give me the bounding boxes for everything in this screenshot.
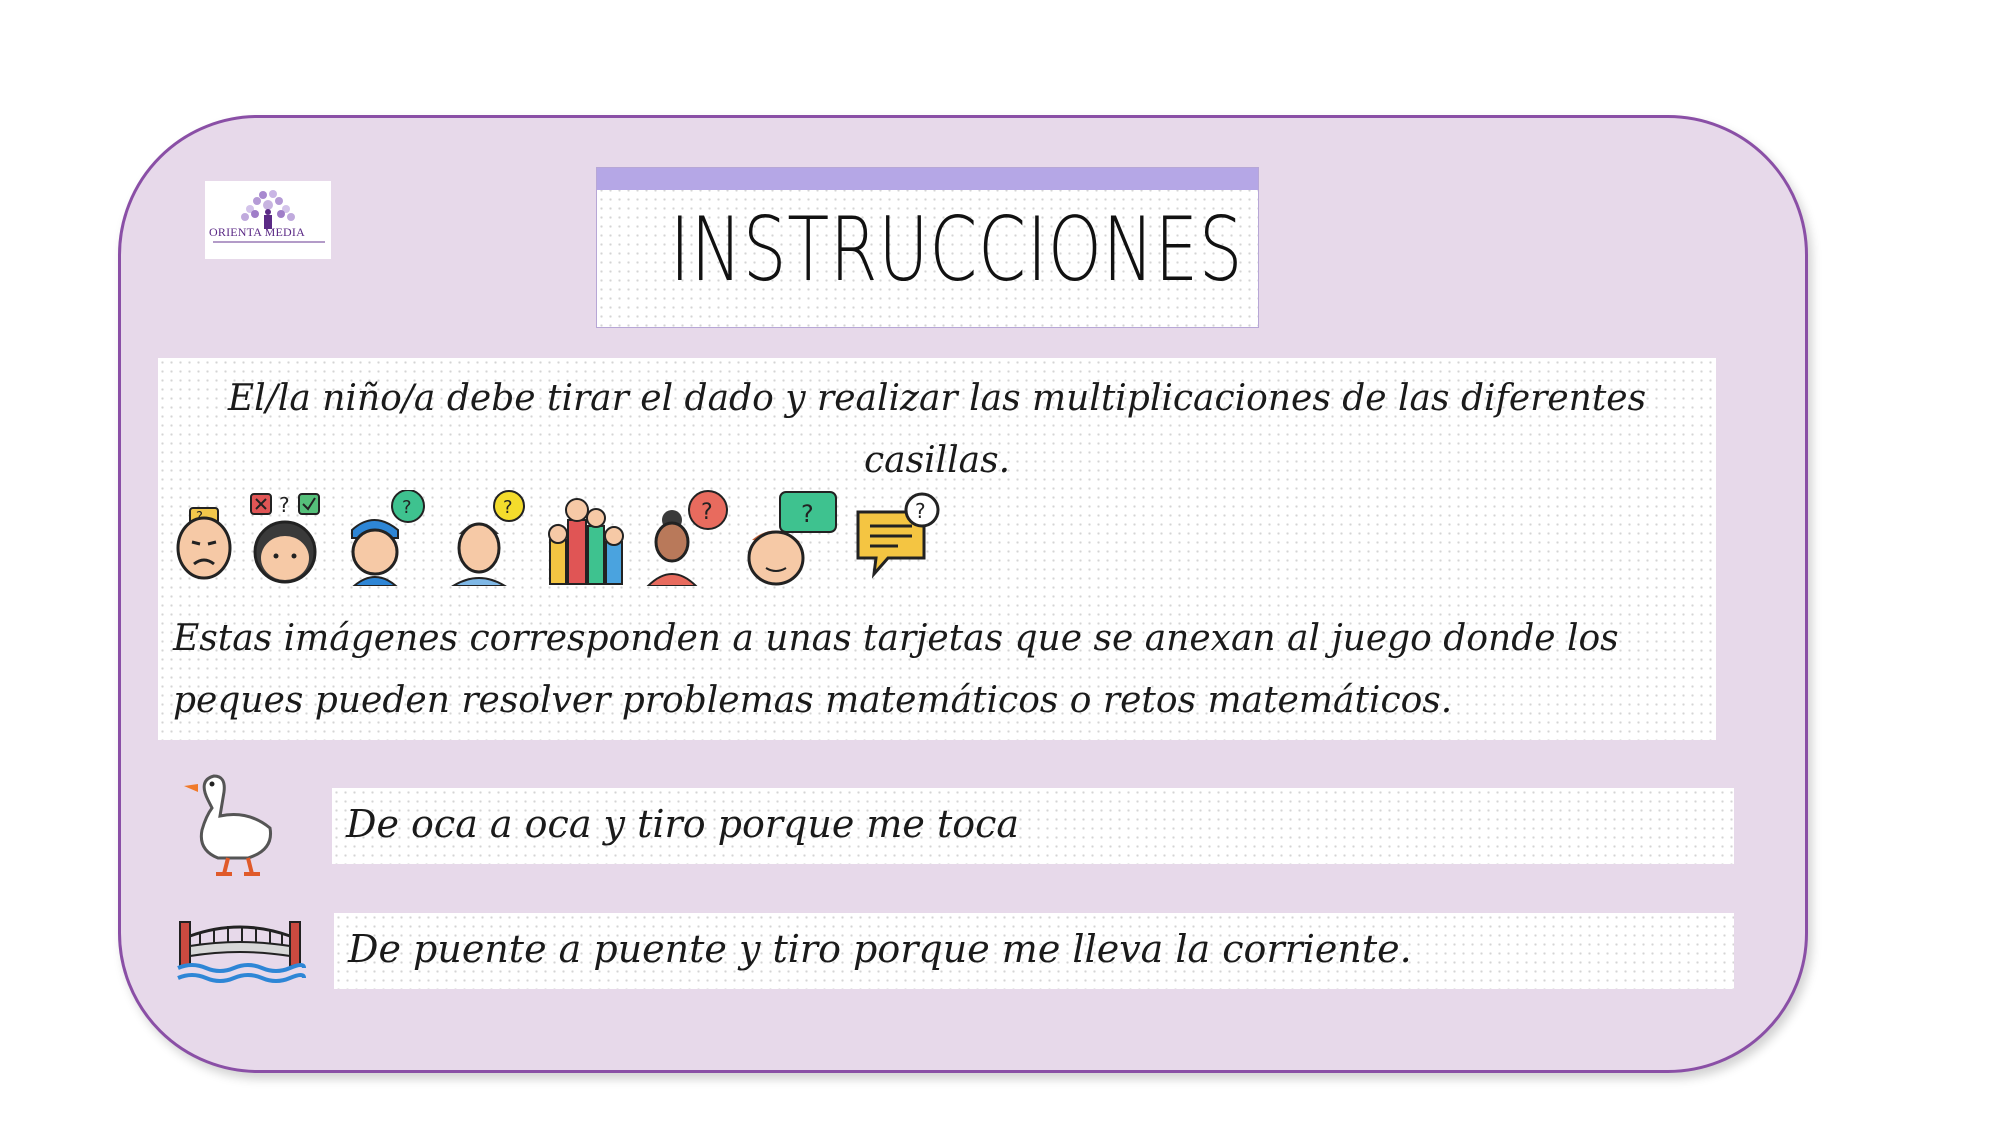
question-man-icon	[447, 490, 532, 586]
raised-hands-icon	[544, 490, 629, 586]
svg-text:?: ?	[402, 497, 412, 518]
page-title: INSTRUCCIONES	[669, 198, 1244, 301]
rule-bridge-text: De puente a puente y tiro porque me lleva la corriente.	[348, 927, 1412, 971]
logo-tree-icon	[205, 181, 331, 259]
description-extra-text: Estas imágenes corresponden a unas tarjetas que se anexan al juego donde los peques pueden resolver problemas matemáticos o retos matemáticos.	[173, 618, 1619, 721]
confused-person-icon	[172, 490, 242, 586]
question-woman-icon	[642, 490, 737, 586]
svg-text:?: ?	[801, 500, 814, 528]
svg-text:?: ?	[503, 497, 513, 518]
right-wrong-thinking-icon	[247, 490, 332, 586]
question-chat-bubble-icon	[854, 490, 944, 586]
rule-bridge-box	[334, 913, 1734, 989]
title-box	[596, 167, 1259, 328]
question-boy-icon	[342, 490, 437, 586]
svg-text:?: ?	[701, 500, 713, 525]
description-main-text: El/la niño/a debe tirar el dado y realizar las multiplicaciones de las diferentes casillas.	[227, 378, 1647, 481]
svg-text:?: ?	[279, 493, 290, 517]
svg-text:?: ?	[915, 499, 926, 523]
rule-goose-text: De oca a oca y tiro porque me toca	[346, 802, 1020, 846]
orienta-media-logo	[205, 181, 331, 259]
problem-cards-icons	[172, 490, 972, 590]
rule-goose-box	[332, 788, 1734, 864]
title-band	[597, 168, 1258, 190]
goose-icon	[178, 770, 278, 880]
bridge-icon	[176, 916, 306, 986]
question-speech-person-icon	[740, 490, 840, 586]
logo-wordmark: ORIENTA MEDIA	[209, 225, 305, 239]
logo-tagline-line	[213, 241, 325, 243]
